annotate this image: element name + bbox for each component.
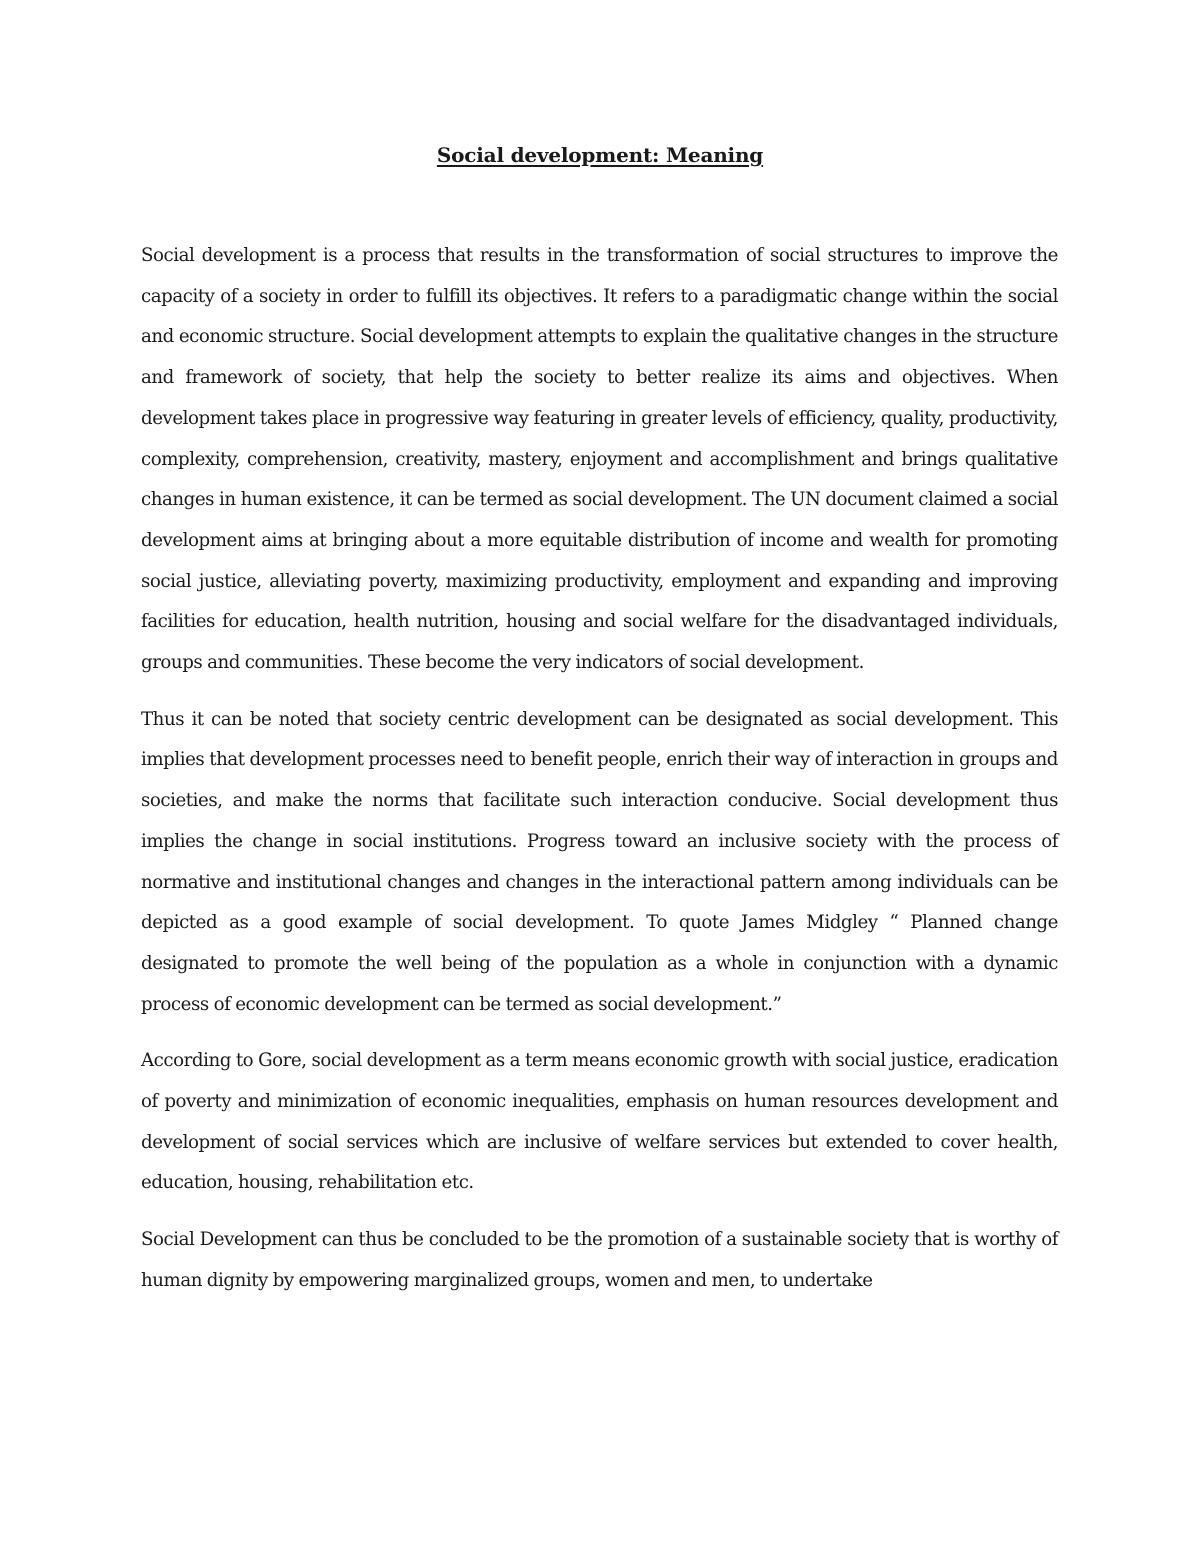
paragraph-gore-definition: According to Gore, social development as a term means economic growth with social justice, eradication of poverty and minimization of economic inequalities, emphasis on human resources development and development of social services which are inclusive of welfare services but extended to cover health, education, housing, rehabilitation etc. [141, 1050, 1058, 1194]
page-title: Social development: Meaning [436, 143, 764, 167]
document-body [141, 236, 1058, 1318]
paragraph-conclusion: Social Development can thus be concluded to be the promotion of a sustainable society that is worthy of human dignity by empowering marginalized groups, women and men, to undertake [141, 1229, 1058, 1291]
paragraph-meaning: Social development is a process that results in the transformation of social structures to improve the capacity of a society in order to fulfill its objectives. It refers to a paradigmatic change within the social and economic structure. Social development attempts to explain the qualitative changes in the structure and framework of society, that help the society to better realize its aims and objectives. When development takes place in progressive way featuring in greater levels of efficiency, quality, productivity, complexity, comprehension, creativity, mastery, enjoyment and accomplishment and brings qualitative changes in human existence, it can be termed as social development. The UN document claimed a social development aims at bringing about a more equitable distribution of income and wealth for promoting social justice, alleviating poverty, maximizing productivity, employment and expanding and improving facilities for education, health nutrition, housing and social welfare for the disadvantaged individuals, groups and communities. These become the very indicators of social development. [141, 245, 1058, 674]
paragraph-society-centric: Thus it can be noted that society centric development can be designated as social development. This implies that development processes need to benefit people, enrich their way of interaction in groups and societies, and make the norms that facilitate such interaction conducive. Social development thus implies the change in social institutions. Progress toward an inclusive society with the process of normative and institutional changes and changes in the interactional pattern among individuals can be depicted as a good example of social development. To quote James Midgley “ Planned change designated to promote the well being of the population as a whole in conjunction with a dynamic process of economic development can be termed as social development.” [141, 708, 1058, 1015]
